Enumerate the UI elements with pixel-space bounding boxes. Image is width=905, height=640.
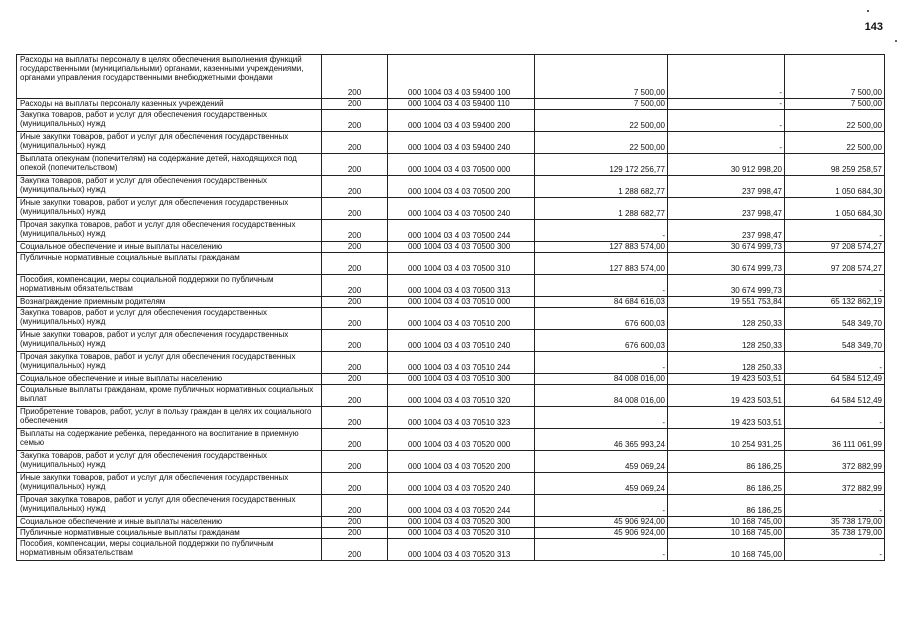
row-name-cell: Закупка товаров, работ и услуг для обеспечения государственных (муниципальных) нужд [17,308,322,330]
table-row [17,539,885,561]
row-code-cell: 200 [322,539,388,561]
row-name-cell: Пособия, компенсации, меры социальной поддержки по публичным нормативным обязательствам [17,275,322,297]
row-code-cell: 200 [322,198,388,220]
row-approved-cell: 22 500,00 [535,110,668,132]
row-executed-cell: - [668,99,785,110]
row-unexecuted-cell: 1 050 684,30 [785,198,885,220]
row-name-cell: Социальное обеспечение и иные выплаты населению [17,374,322,385]
row-kbk-cell: 000 1004 03 4 03 59400 200 [388,110,535,132]
row-approved-cell: 45 906 924,00 [535,517,668,528]
row-approved-cell: 22 500,00 [535,132,668,154]
row-unexecuted-cell: 7 500,00 [785,55,885,99]
row-kbk-cell: 000 1004 03 4 03 70510 300 [388,374,535,385]
row-kbk-cell: 000 1004 03 4 03 59400 110 [388,99,535,110]
row-approved-cell: - [535,220,668,242]
row-unexecuted-cell: 548 349,70 [785,308,885,330]
row-unexecuted-cell: 22 500,00 [785,110,885,132]
row-code-cell: 200 [322,220,388,242]
row-executed-cell: 10 168 745,00 [668,528,785,539]
row-approved-cell: 1 288 682,77 [535,198,668,220]
row-name-cell: Иные закупки товаров, работ и услуг для обеспечения государственных (муниципальных) нужд [17,473,322,495]
row-code-cell: 200 [322,253,388,275]
row-unexecuted-cell: - [785,495,885,517]
row-unexecuted-cell: 97 208 574,27 [785,242,885,253]
table-row [17,220,885,242]
row-approved-cell: 459 069,24 [535,473,668,495]
row-kbk-cell: 000 1004 03 4 03 70500 000 [388,154,535,176]
row-executed-cell: 237 998,47 [668,176,785,198]
table-row [17,198,885,220]
row-code-cell: 200 [322,176,388,198]
row-executed-cell: 30 674 999,73 [668,253,785,275]
scan-speck [867,10,869,12]
row-unexecuted-cell: 97 208 574,27 [785,253,885,275]
row-unexecuted-cell: 64 584 512,49 [785,385,885,407]
row-approved-cell: 676 600,03 [535,330,668,352]
row-approved-cell: 1 288 682,77 [535,176,668,198]
table-row [17,99,885,110]
row-unexecuted-cell: 548 349,70 [785,330,885,352]
row-approved-cell: 676 600,03 [535,308,668,330]
row-approved-cell: - [535,495,668,517]
table-row [17,407,885,429]
table-row [17,385,885,407]
table-row [17,517,885,528]
row-executed-cell: 86 186,25 [668,495,785,517]
row-code-cell: 200 [322,429,388,451]
row-unexecuted-cell: - [785,352,885,374]
row-kbk-cell: 000 1004 03 4 03 70520 310 [388,528,535,539]
row-unexecuted-cell: 35 738 179,00 [785,517,885,528]
row-unexecuted-cell: 1 050 684,30 [785,176,885,198]
table-row [17,55,885,99]
row-name-cell: Выплата опекунам (попечителям) на содержание детей, находящихся под опекой (попечительством) [17,154,322,176]
row-name-cell: Публичные нормативные социальные выплаты гражданам [17,528,322,539]
budget-execution-table [16,54,885,561]
row-executed-cell: 19 423 503,51 [668,374,785,385]
table-row [17,132,885,154]
row-code-cell: 200 [322,495,388,517]
row-kbk-cell: 000 1004 03 4 03 70500 244 [388,220,535,242]
row-executed-cell: 19 423 503,51 [668,385,785,407]
row-executed-cell: - [668,55,785,99]
row-kbk-cell: 000 1004 03 4 03 70500 300 [388,242,535,253]
row-executed-cell: 10 254 931,25 [668,429,785,451]
row-code-cell: 200 [322,374,388,385]
row-approved-cell: 84 008 016,00 [535,385,668,407]
row-name-cell: Социальное обеспечение и иные выплаты населению [17,517,322,528]
row-name-cell: Вознаграждение приемным родителям [17,297,322,308]
row-unexecuted-cell: 35 738 179,00 [785,528,885,539]
row-code-cell: 200 [322,473,388,495]
row-kbk-cell: 000 1004 03 4 03 59400 100 [388,55,535,99]
row-name-cell: Приобретение товаров, работ, услуг в пользу граждан в целях их социального обеспечения [17,407,322,429]
row-name-cell: Иные закупки товаров, работ и услуг для обеспечения государственных (муниципальных) нужд [17,132,322,154]
row-unexecuted-cell: 372 882,99 [785,473,885,495]
row-code-cell: 200 [322,352,388,374]
row-executed-cell: 128 250,33 [668,308,785,330]
row-code-cell: 200 [322,308,388,330]
row-kbk-cell: 000 1004 03 4 03 70520 000 [388,429,535,451]
row-kbk-cell: 000 1004 03 4 03 70510 200 [388,308,535,330]
table-row [17,473,885,495]
row-unexecuted-cell: 372 882,99 [785,451,885,473]
row-code-cell: 200 [322,517,388,528]
row-unexecuted-cell: 98 259 258,57 [785,154,885,176]
table-row [17,352,885,374]
table-row [17,495,885,517]
row-executed-cell: 86 186,25 [668,473,785,495]
row-name-cell: Прочая закупка товаров, работ и услуг для обеспечения государственных (муниципальных) нужд [17,352,322,374]
row-unexecuted-cell: - [785,407,885,429]
row-approved-cell: 46 365 993,24 [535,429,668,451]
row-name-cell: Иные закупки товаров, работ и услуг для обеспечения государственных (муниципальных) нужд [17,330,322,352]
table-row [17,308,885,330]
table-row [17,297,885,308]
row-name-cell: Закупка товаров, работ и услуг для обеспечения государственных (муниципальных) нужд [17,176,322,198]
row-approved-cell: 7 500,00 [535,99,668,110]
row-unexecuted-cell: 64 584 512,49 [785,374,885,385]
row-code-cell: 200 [322,297,388,308]
row-code-cell: 200 [322,99,388,110]
row-kbk-cell: 000 1004 03 4 03 70510 244 [388,352,535,374]
row-kbk-cell: 000 1004 03 4 03 70500 313 [388,275,535,297]
row-approved-cell: 127 883 574,00 [535,242,668,253]
table-row [17,275,885,297]
row-code-cell: 200 [322,330,388,352]
row-code-cell: 200 [322,154,388,176]
row-kbk-cell: 000 1004 03 4 03 70520 300 [388,517,535,528]
row-code-cell: 200 [322,528,388,539]
row-name-cell: Прочая закупка товаров, работ и услуг для обеспечения государственных (муниципальных) нужд [17,220,322,242]
row-executed-cell: 128 250,33 [668,352,785,374]
row-executed-cell: 10 168 745,00 [668,539,785,561]
row-unexecuted-cell: 7 500,00 [785,99,885,110]
table-row [17,110,885,132]
row-executed-cell: 30 674 999,73 [668,275,785,297]
row-unexecuted-cell: 22 500,00 [785,132,885,154]
row-unexecuted-cell: - [785,220,885,242]
row-approved-cell: - [535,407,668,429]
row-name-cell: Расходы на выплаты персоналу казенных учреждений [17,99,322,110]
row-kbk-cell: 000 1004 03 4 03 70520 313 [388,539,535,561]
row-code-cell: 200 [322,451,388,473]
row-code-cell: 200 [322,110,388,132]
row-code-cell: 200 [322,385,388,407]
row-executed-cell: 237 998,47 [668,220,785,242]
row-name-cell: Пособия, компенсации, меры социальной поддержки по публичным нормативным обязательствам [17,539,322,561]
table-row [17,253,885,275]
row-code-cell: 200 [322,407,388,429]
row-kbk-cell: 000 1004 03 4 03 70510 240 [388,330,535,352]
table-row [17,176,885,198]
row-name-cell: Публичные нормативные социальные выплаты гражданам [17,253,322,275]
row-approved-cell: - [535,275,668,297]
row-name-cell: Закупка товаров, работ и услуг для обеспечения государственных (муниципальных) нужд [17,110,322,132]
row-executed-cell: 128 250,33 [668,330,785,352]
row-approved-cell: 84 008 016,00 [535,374,668,385]
row-code-cell: 200 [322,275,388,297]
row-executed-cell: 30 674 999,73 [668,242,785,253]
row-kbk-cell: 000 1004 03 4 03 70520 244 [388,495,535,517]
row-kbk-cell: 000 1004 03 4 03 70500 310 [388,253,535,275]
scan-speck [895,40,897,42]
row-kbk-cell: 000 1004 03 4 03 70510 323 [388,407,535,429]
row-unexecuted-cell: 65 132 862,19 [785,297,885,308]
row-approved-cell: - [535,539,668,561]
row-executed-cell: 19 551 753,84 [668,297,785,308]
row-approved-cell: - [535,352,668,374]
row-approved-cell: 127 883 574,00 [535,253,668,275]
row-executed-cell: - [668,110,785,132]
row-name-cell: Социальное обеспечение и иные выплаты населению [17,242,322,253]
row-unexecuted-cell: 36 111 061,99 [785,429,885,451]
row-executed-cell: 30 912 998,20 [668,154,785,176]
row-unexecuted-cell: - [785,539,885,561]
row-executed-cell: 19 423 503,51 [668,407,785,429]
row-kbk-cell: 000 1004 03 4 03 70520 240 [388,473,535,495]
row-approved-cell: 45 906 924,00 [535,528,668,539]
row-code-cell: 200 [322,55,388,99]
table-row [17,330,885,352]
row-name-cell: Социальные выплаты гражданам, кроме публичных нормативных социальных выплат [17,385,322,407]
row-executed-cell: 86 186,25 [668,451,785,473]
row-approved-cell: 459 069,24 [535,451,668,473]
row-kbk-cell: 000 1004 03 4 03 59400 240 [388,132,535,154]
row-kbk-cell: 000 1004 03 4 03 70500 200 [388,176,535,198]
row-name-cell: Закупка товаров, работ и услуг для обеспечения государственных (муниципальных) нужд [17,451,322,473]
row-code-cell: 200 [322,242,388,253]
row-kbk-cell: 000 1004 03 4 03 70510 000 [388,297,535,308]
row-kbk-cell: 000 1004 03 4 03 70520 200 [388,451,535,473]
row-unexecuted-cell: - [785,275,885,297]
table-row [17,154,885,176]
row-approved-cell: 7 500,00 [535,55,668,99]
row-name-cell: Иные закупки товаров, работ и услуг для обеспечения государственных (муниципальных) нужд [17,198,322,220]
table-row [17,528,885,539]
row-kbk-cell: 000 1004 03 4 03 70500 240 [388,198,535,220]
row-executed-cell: 10 168 745,00 [668,517,785,528]
table-row [17,242,885,253]
page-number: 143 [864,21,883,33]
row-kbk-cell: 000 1004 03 4 03 70510 320 [388,385,535,407]
row-executed-cell: 237 998,47 [668,198,785,220]
row-code-cell: 200 [322,132,388,154]
row-executed-cell: - [668,132,785,154]
row-approved-cell: 129 172 256,77 [535,154,668,176]
table-row [17,429,885,451]
row-name-cell: Прочая закупка товаров, работ и услуг для обеспечения государственных (муниципальных) нужд [17,495,322,517]
row-name-cell: Расходы на выплаты персоналу в целях обеспечения выполнения функций государственными (муниципальными) органами, казенными учреждениями, органами управления государственными внебюджетными фондами [17,55,322,99]
row-approved-cell: 84 684 616,03 [535,297,668,308]
table-body [17,55,885,561]
table-row [17,374,885,385]
table-row [17,451,885,473]
row-name-cell: Выплаты на содержание ребенка, переданного на воспитание в приемную семью [17,429,322,451]
